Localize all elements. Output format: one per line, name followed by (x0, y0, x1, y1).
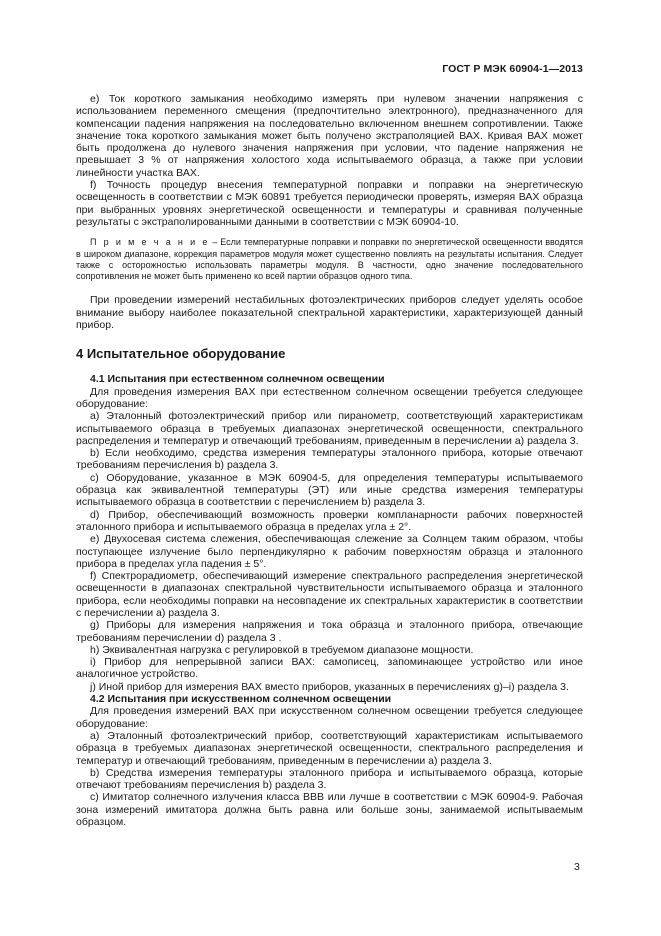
note-lead: П р и м е ч а н и е (90, 237, 210, 248)
list-item-b: b) Средства измерения температуры эталонного прибора и испытываемого образца, которые отвечают требованиям перечисления b) раздела 3. (76, 766, 583, 792)
list-item-i: i) Прибор для непрерывной записи ВАХ: самописец, запоминающее устройство или иное аналогичное устройство. (76, 656, 583, 681)
list-item-a: a) Эталонный фотоэлектрический прибор или пиранометр, соответствующий характеристикам испытываемого образца в требуемых диапазонах энергетической освещенности, спектрального распределения и температур и отвечающий требованиям, приведенным в перечислении a) раздела 3. (76, 410, 583, 447)
running-header: ГОСТ Р МЭК 60904-1—2013 (442, 63, 583, 75)
paragraph: Для проведения измерения ВАХ при естественном солнечном освещении требуется следующее оборудование: (76, 385, 583, 410)
list-item-a: a) Эталонный фотоэлектрический прибор, соответствующий характеристикам испытываемого образца в требуемых диапазонах энергетической освещенности, спектрального распределения и температур и отвечающий требованиям, приведенным в перечислении a) раздела 3. (76, 729, 583, 767)
paragraph-item-f: f) Точность процедур внесения температурной поправки и поправки на энергетическую освещенность в соответствии с МЭК 60891 требуется периодически проверять, измеряя ВАХ образца при выбранных уровнях энергетической освещенности и температуры и сравнивая полученные результаты с экстраполированными данными в соответствии с МЭК 60904-10. (76, 179, 583, 228)
paragraph: Для проведения измерений ВАХ при искусственном солнечном освещении требуется следующее оборудование: (76, 705, 583, 730)
paragraph-item-e: е) Ток короткого замыкания необходимо измерять при нулевом значении напряжения с использованием переменного смещения (предпочтительно электронного), предназначенного для компенсации падения напряжения на последовательно включенном внешнем сопротивлении. Также значение тока короткого замыкания может быть получено экстраполяцией ВАХ. Кривая ВАХ может быть продолжена до нулевого значения напряжения при условии, что падение напряжения не превышает 3 % от напряжения холостого хода испытываемого образца, а также при условии линейности участка ВАХ. (76, 93, 583, 179)
list-item-c: c) Оборудование, указанное в МЭК 60904-5, для определения температуры испытываемого образца как эквивалентной температуры (ЭТ) или иные средства измерения температуры испытываемого образца в соответствии с перечислением b) раздела 3. (76, 471, 583, 509)
list-item-g: g) Приборы для измерения напряжения и тока образца и эталонного прибора, отвечающие требованиям перечислении d) раздела 3 . (76, 619, 583, 644)
note-paragraph (76, 237, 583, 282)
closing-paragraph: При проведении измерений нестабильных фотоэлектрических приборов следует уделять особое внимание выбору наиболее показательной спектральной характеристики, характеризующей данный прибор. (76, 294, 583, 332)
page-body (76, 93, 583, 828)
note-text: – Если температурные поправки и поправки по энергетической освещенности вводятся в широком диапазоне, коррекция параметров модуля может существенно повлиять на результаты испытания. Следует также с осторожностью использовать параметры модуля. В частности, одно значение последовательного сопротивления не может быть применено ко всей партии образцов одного типа. (76, 237, 583, 282)
list-item-h: h) Эквивалентная нагрузка с регулировкой в требуемом диапазоне мощности. (90, 643, 474, 656)
list-item-e: e) Двухосевая система слежения, обеспечивающая слежение за Солнцем таким образом, чтобы поступающее излучение было перпендикулярно к рабочим поверхностям образца и эталонного прибора в пределах угла падения ± 5°. (76, 533, 583, 570)
list-item-c: c) Имитатор солнечного излучения класса ВВВ или лучше в соответствии с МЭК 60904-9. Рабочая зона измерений имитатора должна быть равна или больше зоны, занимаемой испытываемым образцом. (76, 791, 583, 829)
page-number: 3 (574, 861, 580, 873)
list-item-d: d) Прибор, обеспечивающий возможность проверки компланарности рабочих поверхностей эталонного прибора и испытываемого образца в пределах угла ± 2°. (76, 508, 583, 533)
subsection-title-4-1: 4.1 Испытания при естественном солнечном освещении (90, 373, 385, 386)
list-item-b: b) Если необходимо, средства измерения температуры эталонного прибора, которые отвечают требованиям перечисления b) раздела 3. (76, 447, 583, 472)
list-item-j: j) Иной прибор для измерения ВАХ вместо приборов, указанных в перечислениях g)–i) раздела 3. (90, 680, 569, 693)
list-item-f: f) Спектрорадиометр, обеспечивающий измерение спектрального распределения энергетической освещенности в диапазонах спектральной чувствительности испытываемого образца и эталонного прибора, если необходимы поправки на несовпадение их спектральных характеристик в соответствии с перечислении a) раздела 3. (76, 570, 583, 619)
subsection-title-4-2: 4.2 Испытания при искусственном солнечном освещении (90, 693, 392, 706)
section-title: 4 Испытательное оборудование (76, 346, 286, 362)
